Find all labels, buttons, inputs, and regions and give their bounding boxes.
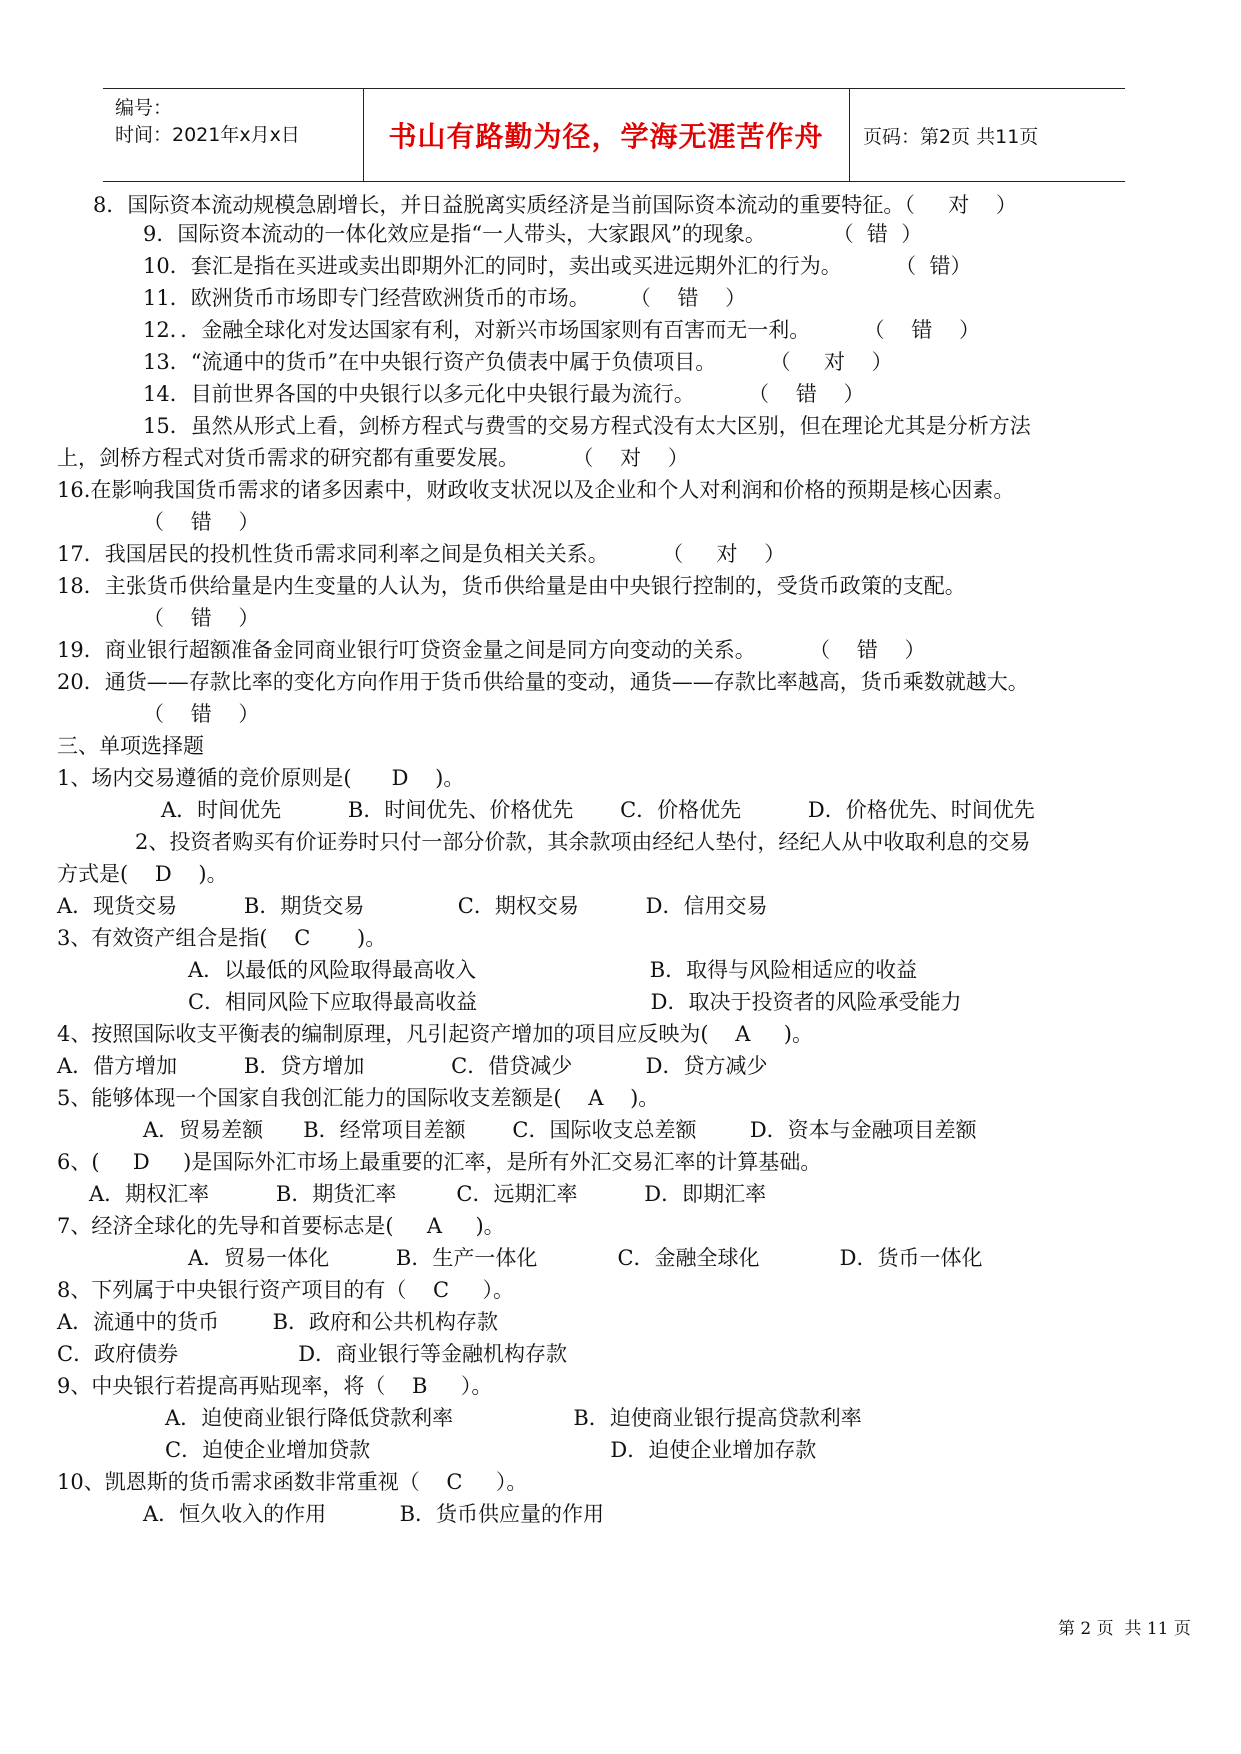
question-line: 7、经济全球化的先导和首要标志是( A )。 xyxy=(57,1214,505,1238)
page-header xyxy=(103,88,1125,182)
text-line: 8．国际资本流动规模急剧增长，并日益脱离实质经济是当前国际资本流动的重要特征。（ 对 ） xyxy=(93,193,1017,217)
section-heading: 三、单项选择题 xyxy=(57,734,204,758)
text-line: 19．商业银行超额准备金同商业银行叮贷资金量之间是同方向变动的关系。 （ 错 ） xyxy=(57,638,926,662)
text-line: 13．“流通中的货币”在中央银行资产负债表中属于负债项目。 （ 对 ） xyxy=(143,350,893,374)
text-line: 20．通货——存款比率的变化方向作用于货币供给量的变动，通货——存款比率越高，货币乘数就越大。 xyxy=(57,670,1029,694)
text-line: 17．我国居民的投机性货币需求同利率之间是负相关关系。 （ 对 ） xyxy=(57,542,786,566)
options-line: A．恒久收入的作用 B．货币供应量的作用 xyxy=(143,1502,605,1526)
page-footer: 第 2 页 共 11 页 xyxy=(1058,1619,1191,1639)
question-line: 8、下列属于中央银行资产项目的有（ C ）。 xyxy=(57,1278,515,1302)
text-line: 16.在影响我国货币需求的诸多因素中，财政收支状况以及企业和个人对利润和价格的预期是核心因素。 xyxy=(57,478,1015,502)
options-line: A．借方增加 B．贷方增加 C．借贷减少 D．贷方减少 xyxy=(57,1054,768,1078)
options-line: A．期权汇率 B．期货汇率 C．远期汇率 D．即期汇率 xyxy=(89,1182,767,1206)
question-line: 5、能够体现一个国家自我创汇能力的国际收支差额是( A )。 xyxy=(57,1086,660,1110)
options-line: A．时间优先 B．时间优先、价格优先 C．价格优先 D．价格优先、时间优先 xyxy=(161,798,1035,822)
options-line: A．流通中的货币 B．政府和公共机构存款 xyxy=(57,1310,498,1334)
header-motto-cell xyxy=(363,89,850,181)
text-line: 18．主张货币供给量是内生变量的人认为，货币供给量是由中央银行控制的，受货币政策的支配。 xyxy=(57,574,966,598)
header-page-cell xyxy=(849,89,1125,181)
question-line: 4、按照国际收支平衡表的编制原理，凡引起资产增加的项目应反映为( A )。 xyxy=(57,1022,813,1046)
question-line: 方式是( D )。 xyxy=(57,862,228,886)
header-info-cell xyxy=(103,89,364,181)
options-line: C．迫使企业增加贷款 D．迫使企业增加存款 xyxy=(165,1438,817,1462)
question-line: 1、场内交易遵循的竞价原则是( D )。 xyxy=(57,766,465,790)
text-line: （ 错 ） xyxy=(143,702,260,726)
page-code: 页码：第2页 共11页 xyxy=(863,125,1039,148)
question-line: 9、中央银行若提高再贴现率，将（ B ）。 xyxy=(57,1374,493,1398)
text-line: 10．套汇是指在买进或卖出即期外汇的同时，卖出或买进远期外汇的行为。 （ 错） xyxy=(143,254,972,278)
text-line: 15．虽然从形式上看，剑桥方程式与费雪的交易方程式没有太大区别，但在理论尤其是分析方法 xyxy=(143,414,1031,438)
question-line: 3、有效资产组合是指( C )。 xyxy=(57,926,387,950)
text-line: 9．国际资本流动的一体化效应是指“一人带头，大家跟风”的现象。 （ 错 ） xyxy=(143,222,923,246)
options-line: A．以最低的风险取得最高收入 B．取得与风险相适应的收益 xyxy=(188,958,918,982)
question-line: 6、( D )是国际外汇市场上最重要的汇率，是所有外汇交易汇率的计算基础。 xyxy=(57,1150,822,1174)
number-label: 编号： xyxy=(115,97,173,119)
question-line: 10、凯恩斯的货币需求函数非常重视（ C ）。 xyxy=(57,1470,528,1494)
text-line: 上，剑桥方程式对货币需求的研究都有重要发展。 （ 对 ） xyxy=(57,446,689,470)
options-line: A．贸易差额 B．经常项目差额 C．国际收支总差额 D．资本与金融项目差额 xyxy=(143,1118,977,1142)
time-label: 时间：2021年x月x日 xyxy=(115,124,300,146)
options-line: C．相同风险下应取得最高收益 D．取决于投资者的风险承受能力 xyxy=(188,990,962,1014)
options-line: A．现货交易 B．期货交易 C．期权交易 D．信用交易 xyxy=(57,894,768,918)
text-line: 14．目前世界各国的中央银行以多元化中央银行最为流行。 （ 错 ） xyxy=(143,382,865,406)
options-line: C．政府债券 D．商业银行等金融机构存款 xyxy=(57,1342,568,1366)
motto-text: 书山有路勤为径，学海无涯苦作舟 xyxy=(388,120,824,153)
text-line: （ 错 ） xyxy=(143,510,260,534)
text-line: （ 错 ） xyxy=(143,606,260,630)
text-line: 12．．金融全球化对发达国家有利，对新兴市场国家则有百害而无一利。 （ 错 ） xyxy=(143,318,981,342)
options-line: A．贸易一体化 B．生产一体化 C．金融全球化 D．货币一体化 xyxy=(188,1246,983,1270)
options-line: A．迫使商业银行降低贷款利率 B．迫使商业银行提高贷款利率 xyxy=(165,1406,862,1430)
question-line: 2、投资者购买有价证券时只付一部分价款，其余款项由经纪人垫付，经纪人从中收取利息的交易 xyxy=(135,830,1031,854)
text-line: 11．欧洲货币市场即专门经营欧洲货币的市场。 （ 错 ） xyxy=(143,286,747,310)
